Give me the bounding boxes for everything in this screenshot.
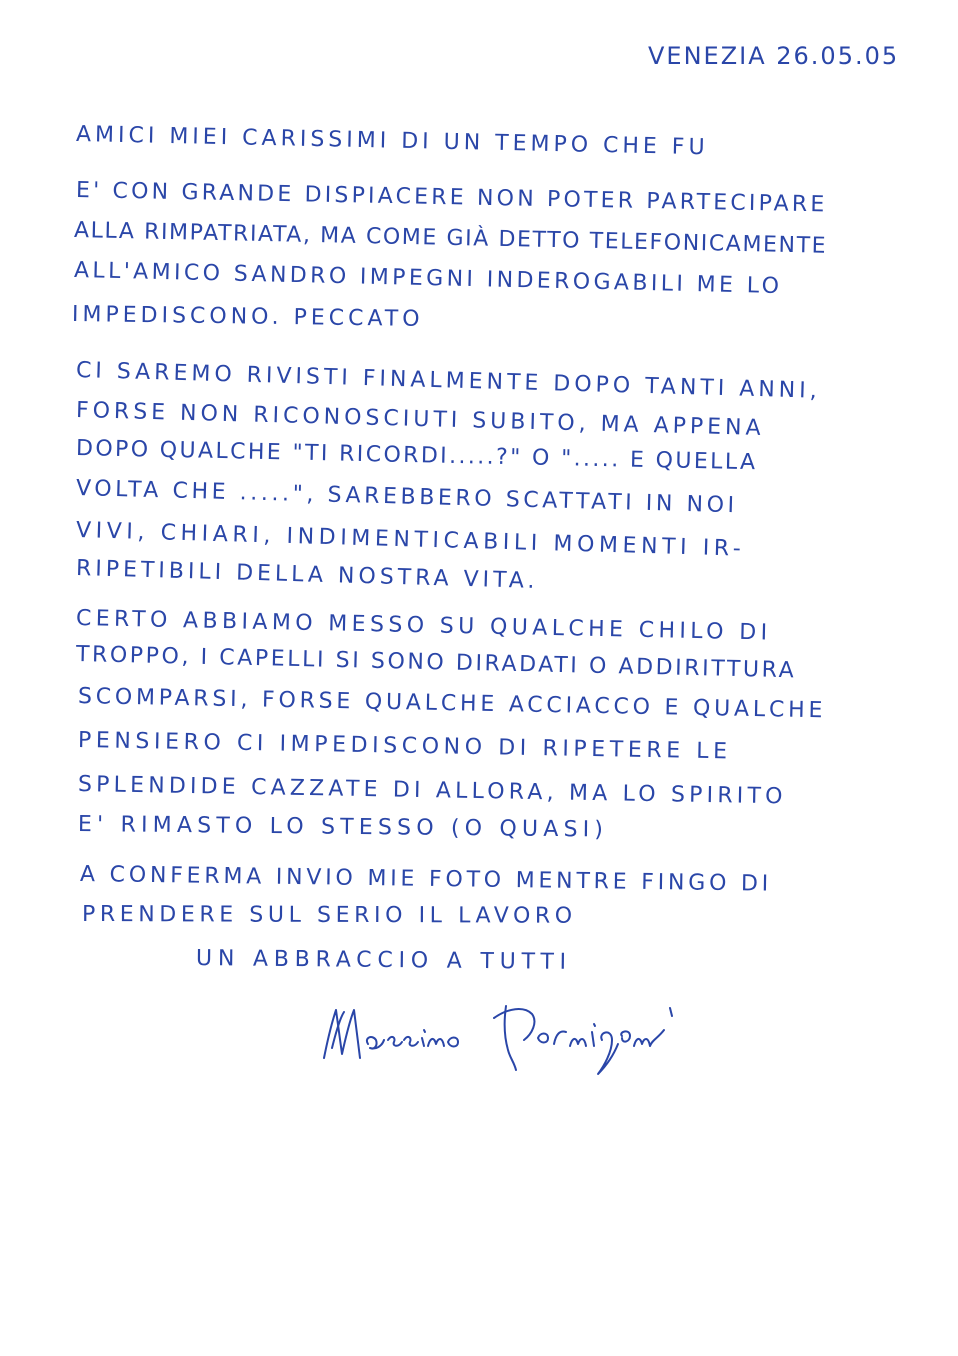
letter-line: CERTO ABBIAMO MESSO SU QUALCHE CHILO DI (75, 606, 772, 646)
letter-line: VIVI, CHIARI, INDIMENTICABILI MOMENTI IR- (75, 518, 746, 562)
letter-line: PENSIERO CI IMPEDISCONO DI RIPETERE LE (77, 728, 732, 765)
letter-line: FORSE NON RICONOSCIUTI SUBITO, MA APPENA (75, 398, 765, 442)
letter-line: RIPETIBILI DELLA NOSTRA VITA. (75, 556, 539, 594)
letter-line: SPLENDIDE CAZZATE DI ALLORA, MA LO SPIRITO (77, 772, 787, 810)
letter-line: E' CON GRANDE DISPIACERE NON POTER PARTECIPARE (75, 178, 828, 218)
letter-line: E' RIMASTO LO STESSO (O QUASI) (77, 812, 609, 843)
letter-line: CI SAREMO RIVISTI FINALMENTE DOPO TANTI ANNI, (75, 358, 822, 404)
letter-line: IMPEDISCONO. PECCATO (71, 302, 424, 332)
letter-line: SCOMPARSI, FORSE QUALCHE ACCIACCO E QUALCHE (77, 684, 827, 724)
closing-line: UN ABBRACCIO A TUTTI (195, 946, 573, 975)
letter-line: AMICI MIEI CARISSIMI DI UN TEMPO CHE FU (75, 122, 709, 161)
letter-line: ALL'AMICO SANDRO IMPEGNI INDEROGABILI ME LO (73, 258, 783, 300)
letter-line: DOPO QUALCHE "TI RICORDI.....?" O "..... E QUELLA (75, 436, 758, 476)
letter-line: VOLTA CHE .....", SAREBBERO SCATTATI IN NOI (75, 476, 738, 519)
letter-line: PRENDERE SUL SERIO IL LAVORO (81, 902, 577, 929)
letter-line: ALLA RIMPATRIATA, MA COME GIÀ DETTO TELEFONICAMENTE (73, 218, 828, 259)
date-line: VENEZIA 26.05.05 (648, 42, 900, 70)
letter-line: A CONFERMA INVIO MIE FOTO MENTRE FINGO DI (79, 862, 773, 897)
letter-line: TROPPO, I CAPELLI SI SONO DIRADATI O ADDIRITTURA (75, 642, 797, 684)
handwritten-signature (318, 988, 698, 1078)
